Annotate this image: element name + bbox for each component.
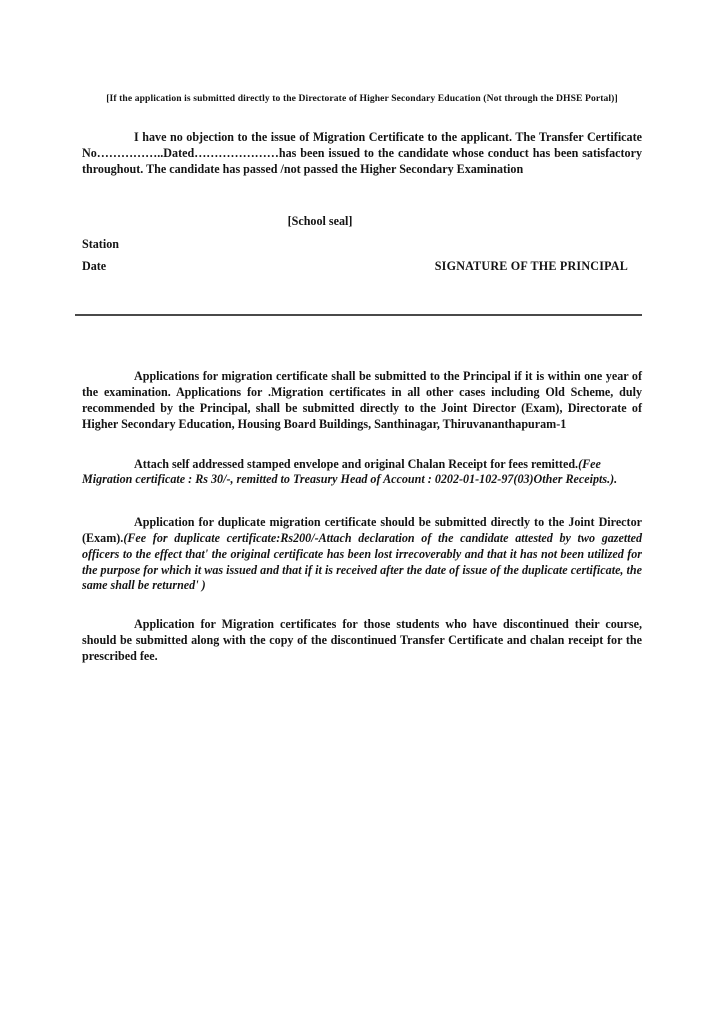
fee-instructions-paragraph	[82, 457, 642, 489]
duplicate-certificate-paragraph	[82, 515, 642, 594]
no-objection-paragraph: I have no objection to the issue of Migration Certificate to the applicant. The Transfer Certificate No……………..Dated…………………has been issued to the candidate whose conduct has been satisfactory throughout. The candidate has passed /not passed the Higher Secondary Examination	[82, 130, 642, 176]
submission-instructions-paragraph: Applications for migration certificate shall be submitted to the Principal if it is within one year of the examination. Applications for .Migration certificates in all other cases including Old Scheme, duly recommended by the Principal, shall be submitted directly to the Joint Director (Exam), Directorate of Higher Secondary Education, Housing Board Buildings, Santhinagar, Thiruvananthapuram-1	[82, 369, 642, 431]
date-label: Date	[82, 259, 107, 274]
fee-instructions-lead: Attach self addressed stamped envelope and original Chalan Receipt for fees remitted.	[134, 456, 579, 471]
station-label: Station	[82, 237, 119, 252]
fee-instructions-note: (Fee Migration certificate : Rs 30/-, remitted to Treasury Head of Account : 0202-01-102-97(03)Other Receipts.).	[82, 456, 618, 487]
school-seal-placeholder: [School seal]	[287, 214, 353, 229]
separator-line	[75, 314, 642, 316]
date-signature-row	[82, 258, 642, 274]
duplicate-certificate-lead: Application for duplicate migration certificate should be submitted directly to the Joint Director (Exam).	[82, 515, 642, 545]
duplicate-certificate-note: (Fee for duplicate certificate:Rs200/-Attach declaration of the candidate attested by two gazetted officers to the effect that' the original certificate has been lost irrecoverably and that it has not been utilized for the purpose for which it was issued and that if it is received after the date of issue of the duplicate certificate, the same shall be returned' )	[82, 530, 642, 593]
document-content	[82, 0, 642, 665]
header-note: [If the application is submitted directly to the Directorate of Higher Secondary Education (Not through the DHSE Portal)]	[106, 93, 618, 104]
principal-signature-label: SIGNATURE OF THE PRINCIPAL	[434, 259, 628, 274]
discontinued-course-paragraph: Application for Migration certificates for those students who have discontinued their course, should be submitted along with the copy of the discontinued Transfer Certificate and chalan receipt for the prescribed fee.	[82, 617, 642, 663]
